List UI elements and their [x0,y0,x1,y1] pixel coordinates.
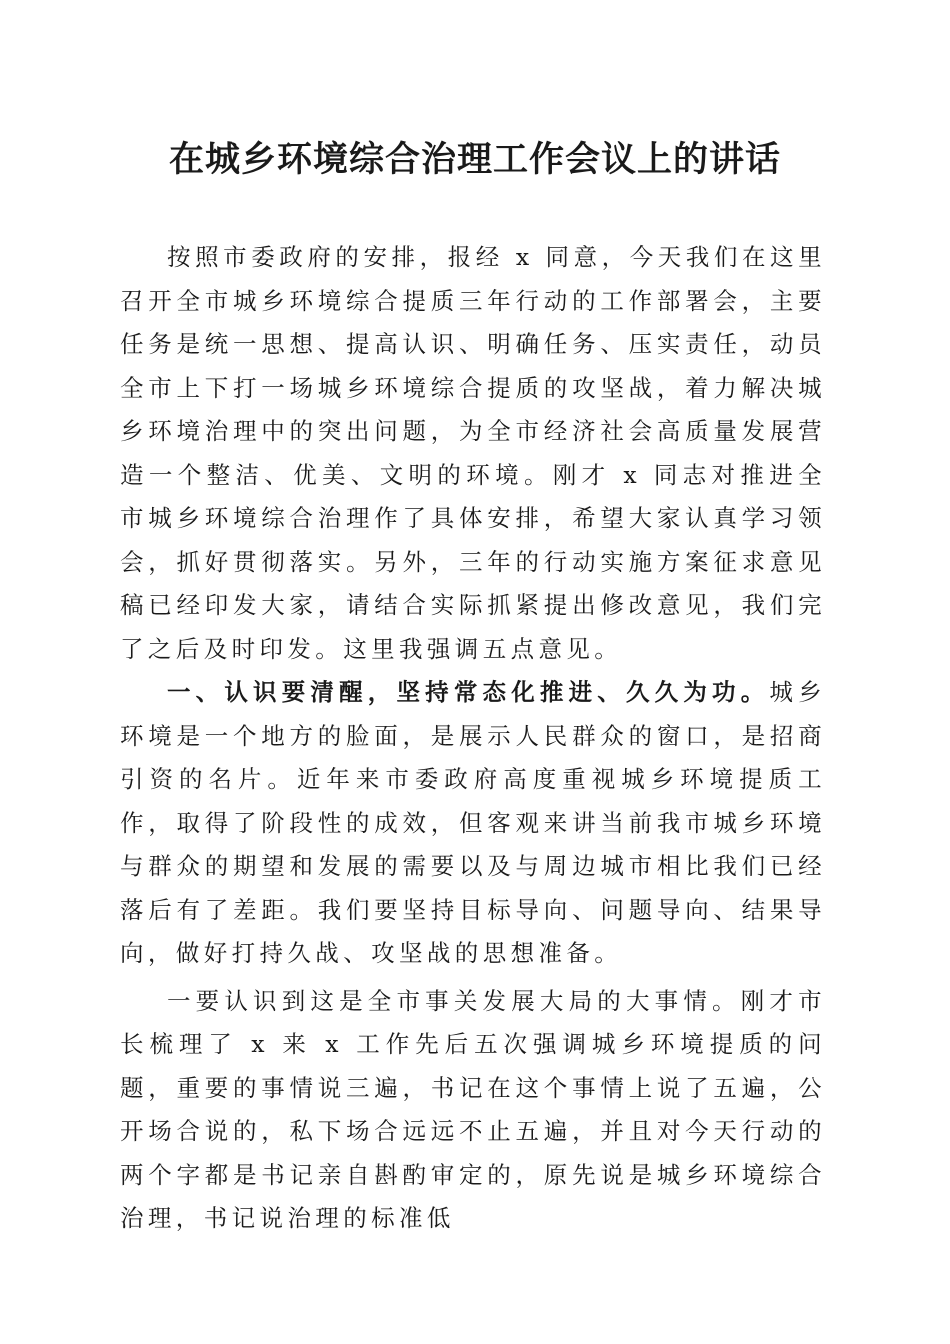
paragraph-section-one [120,671,826,976]
paragraph-point-one [120,980,826,1241]
paragraph-intro [120,236,826,671]
section-one-heading: 一、认识要清醒，坚持常态化推进、久久为功。 [167,678,770,706]
document-body [120,236,826,1241]
paragraph-intro-text: 按照市委政府的安排，报经 x 同意，今天我们在这里召开全市城乡环境综合提质三年行动的工作部署会，主要任务是统一思想、提高认识、明确任务、压实责任，动员全市上下打一场城乡环境综合提质的攻坚战，着力解决城乡环境治理中的突出问题，为全市经济社会高质量发展营造一个整洁、优美、文明的环境。刚才 x 同志对推进全市城乡环境综合治理作了具体安排，希望大家认真学习领会，抓好贯彻落实。另外，三年的行动实施方案征求意见稿已经印发大家，请结合实际抓紧提出修改意见，我们完了之后及时印发。这里我强调五点意见。 [120,243,826,663]
section-one-text: 城乡环境是一个地方的脸面，是展示人民群众的窗口，是招商引资的名片。近年来市委政府高度重视城乡环境提质工作，取得了阶段性的成效，但客观来讲当前我市城乡环境与群众的期望和发展的需要以及与周边城市相比我们已经落后有了差距。我们要坚持目标导向、问题导向、结果导向，做好打持久战、攻坚战的思想准备。 [120,678,826,967]
point-one-text: 一要认识到这是全市事关发展大局的大事情。刚才市长梳理了 x 来 x 工作先后五次强调城乡环境提质的问题，重要的事情说三遍，书记在这个事情上说了五遍，公开场合说的，私下场合远远不止五遍，并且对今天行动的两个字都是书记亲自斟酌审定的，原先说是城乡环境综合治理，书记说治理的标准低 [120,986,826,1232]
document-title: 在城乡环境综合治理工作会议上的讲话 [168,139,781,180]
